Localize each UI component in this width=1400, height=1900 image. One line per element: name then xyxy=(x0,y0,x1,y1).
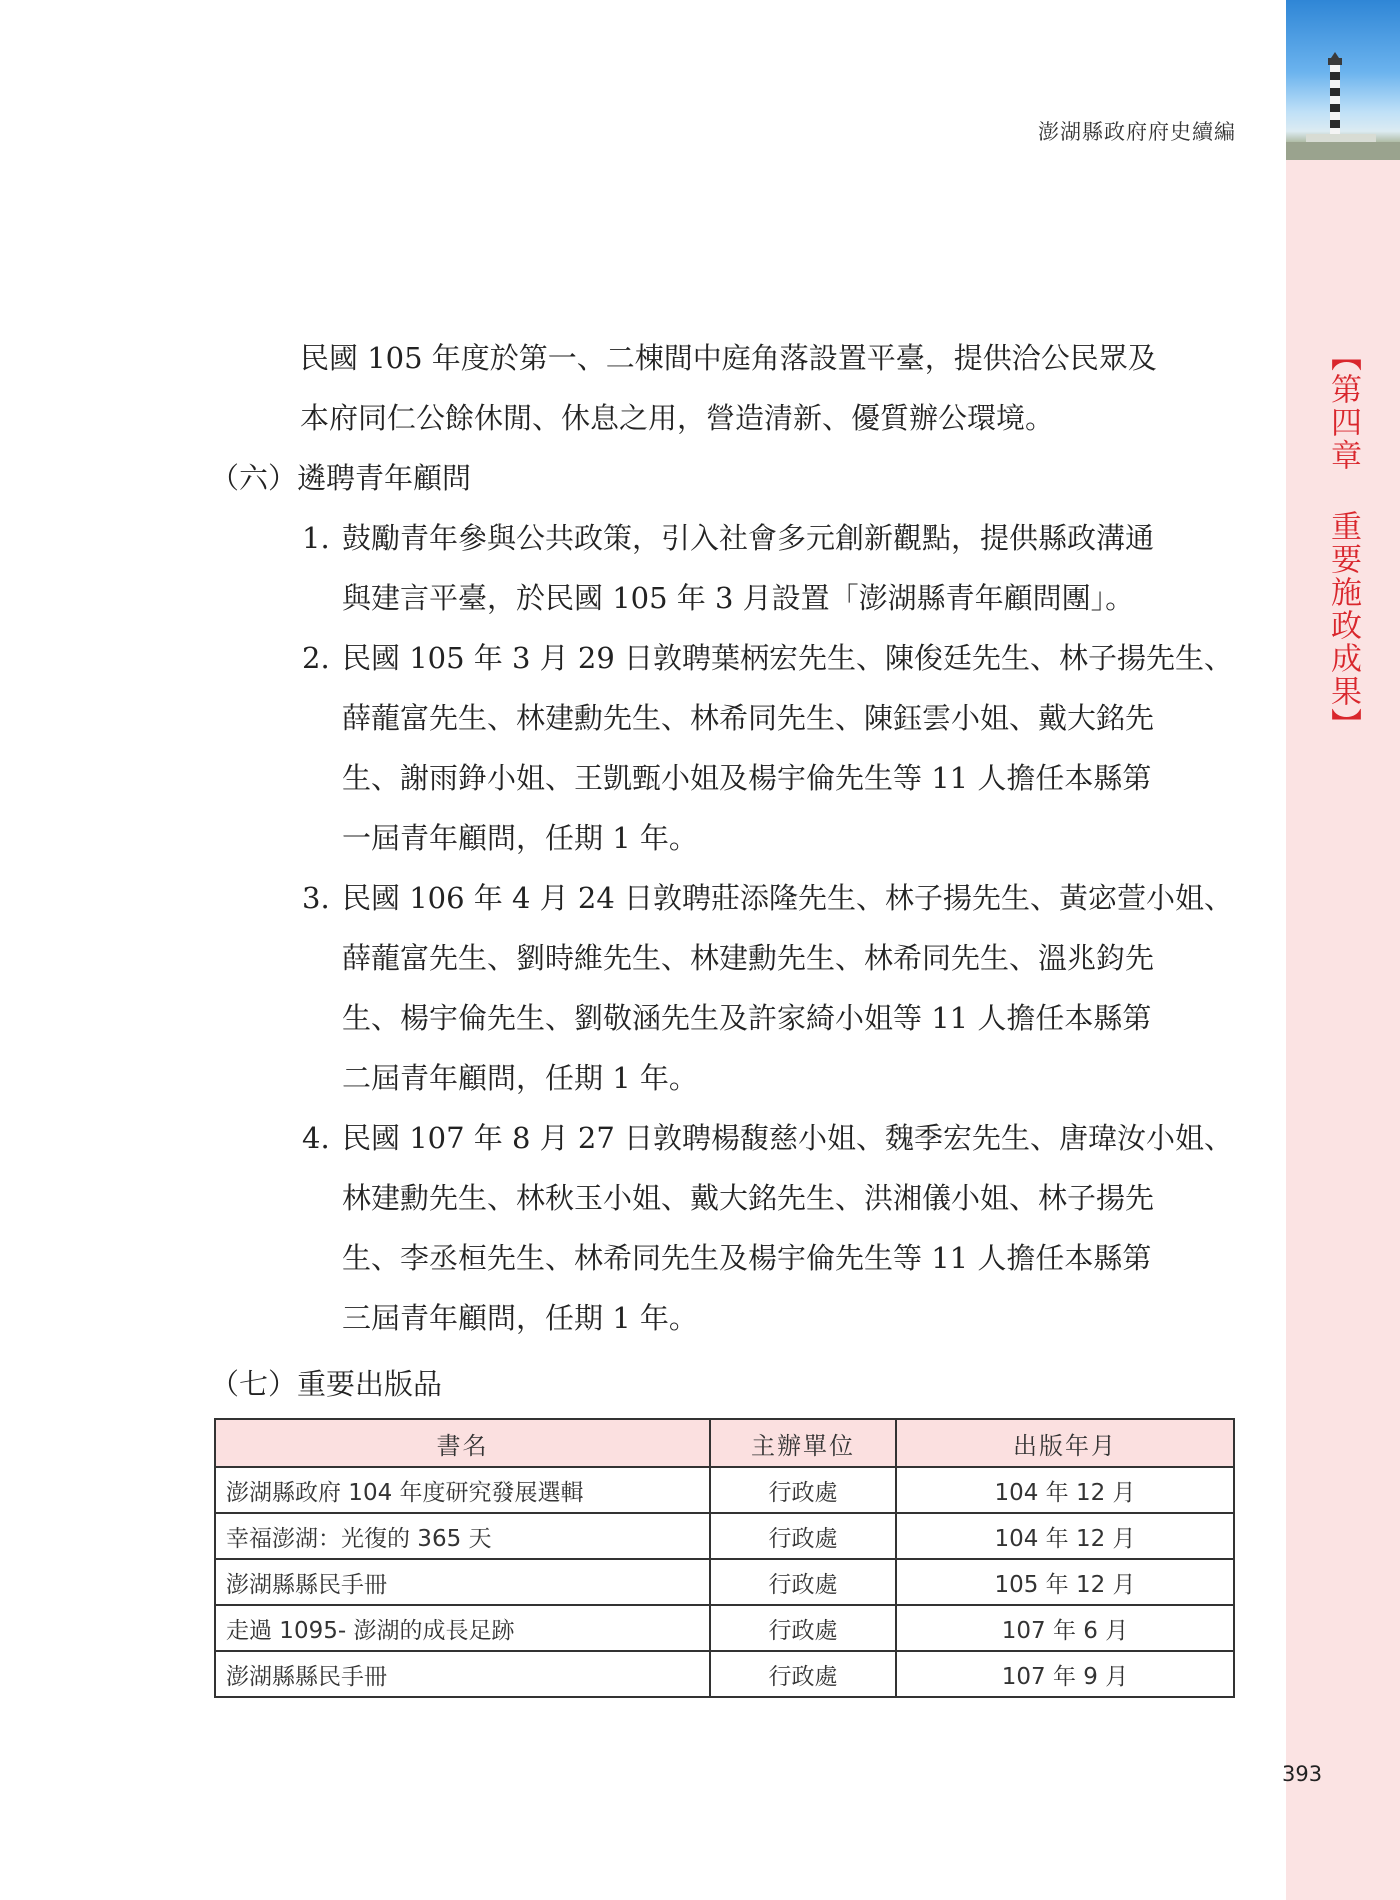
list-item-line: 三屆青年顧問，任期 1 年。 xyxy=(342,1301,698,1335)
list-item-line: 一屆青年顧問，任期 1 年。 xyxy=(342,821,698,855)
list-item-line: 與建言平臺，於民國 105 年 3 月設置「澎湖縣青年顧問團」。 xyxy=(342,581,1135,615)
table-cell-organizer: 行政處 xyxy=(710,1513,896,1559)
list-item-line: 薛蘢富先生、林建勳先生、林希同先生、陳鈺雲小姐、戴大銘先 xyxy=(342,701,1155,735)
table-cell-date: 105 年 12 月 xyxy=(896,1559,1234,1605)
chapter-label: 【第四章 重要施政成果】 xyxy=(1325,340,1361,741)
list-number: 3. xyxy=(302,881,330,915)
list-item-line: 生、楊宇倫先生、劉敬涵先生及許家綺小姐等 11 人擔任本縣第 xyxy=(342,1001,1152,1035)
list-item-line: 林建勳先生、林秋玉小姐、戴大銘先生、洪湘儀小姐、林子揚先 xyxy=(342,1181,1155,1215)
column-header-date: 出版年月 xyxy=(896,1419,1234,1467)
table-header-row xyxy=(215,1419,1234,1467)
table-cell-organizer: 行政處 xyxy=(710,1651,896,1697)
table-cell-date: 107 年 6 月 xyxy=(896,1605,1234,1651)
side-band xyxy=(1286,0,1400,1900)
table-cell-date: 104 年 12 月 xyxy=(896,1513,1234,1559)
table-row xyxy=(215,1605,1234,1651)
table-row xyxy=(215,1651,1234,1697)
table-cell-title: 澎湖縣縣民手冊 xyxy=(215,1651,710,1697)
list-item-line: 鼓勵青年參與公共政策，引入社會多元創新觀點，提供縣政溝通 xyxy=(342,521,1155,555)
list-item-line: 生、謝雨錚小姐、王凱甄小姐及楊宇倫先生等 11 人擔任本縣第 xyxy=(342,761,1152,795)
list-number: 1. xyxy=(302,521,330,555)
column-header-title: 書名 xyxy=(215,1419,710,1467)
table-cell-title: 走過 1095- 澎湖的成長足跡 xyxy=(215,1605,710,1651)
running-header: 澎湖縣政府府史續編 xyxy=(1038,120,1236,144)
table-cell-title: 幸福澎湖：光復的 365 天 xyxy=(215,1513,710,1559)
list-number: 4. xyxy=(302,1121,330,1155)
section-heading-7: （七）重要出版品 xyxy=(210,1367,443,1401)
table-cell-organizer: 行政處 xyxy=(710,1467,896,1513)
publications-table xyxy=(214,1418,1235,1698)
list-item-line: 薛蘢富先生、劉時維先生、林建勳先生、林希同先生、溫兆鈞先 xyxy=(342,941,1155,975)
table-cell-title: 澎湖縣縣民手冊 xyxy=(215,1559,710,1605)
lighthouse-icon xyxy=(1286,0,1400,160)
paragraph-line: 民國 105 年度於第一、二棟間中庭角落設置平臺，提供洽公民眾及 xyxy=(300,341,1157,375)
list-item-line: 民國 107 年 8 月 27 日敦聘楊馥慈小姐、魏季宏先生、唐瑋汝小姐、 xyxy=(342,1121,1234,1155)
lighthouse-photo xyxy=(1286,0,1400,160)
list-item-line: 二屆青年顧問，任期 1 年。 xyxy=(342,1061,698,1095)
table-cell-date: 104 年 12 月 xyxy=(896,1467,1234,1513)
table-row xyxy=(215,1467,1234,1513)
table-row xyxy=(215,1513,1234,1559)
table-row xyxy=(215,1559,1234,1605)
list-item-line: 民國 105 年 3 月 29 日敦聘葉柄宏先生、陳俊廷先生、林子揚先生、 xyxy=(342,641,1234,675)
list-item-line: 民國 106 年 4 月 24 日敦聘莊添隆先生、林子揚先生、黃宓萱小姐、 xyxy=(342,881,1234,915)
list-number: 2. xyxy=(302,641,330,675)
list-item-line: 生、李丞桓先生、林希同先生及楊宇倫先生等 11 人擔任本縣第 xyxy=(342,1241,1152,1275)
paragraph-line: 本府同仁公餘休閒、休息之用，營造清新、優質辦公環境。 xyxy=(300,401,1055,435)
section-heading-6: （六）遴聘青年顧問 xyxy=(210,461,472,495)
table-cell-date: 107 年 9 月 xyxy=(896,1651,1234,1697)
table-cell-organizer: 行政處 xyxy=(710,1605,896,1651)
column-header-organizer: 主辦單位 xyxy=(710,1419,896,1467)
table-cell-title: 澎湖縣政府 104 年度研究發展選輯 xyxy=(215,1467,710,1513)
page-number: 393 xyxy=(1282,1762,1323,1786)
table-cell-organizer: 行政處 xyxy=(710,1559,896,1605)
